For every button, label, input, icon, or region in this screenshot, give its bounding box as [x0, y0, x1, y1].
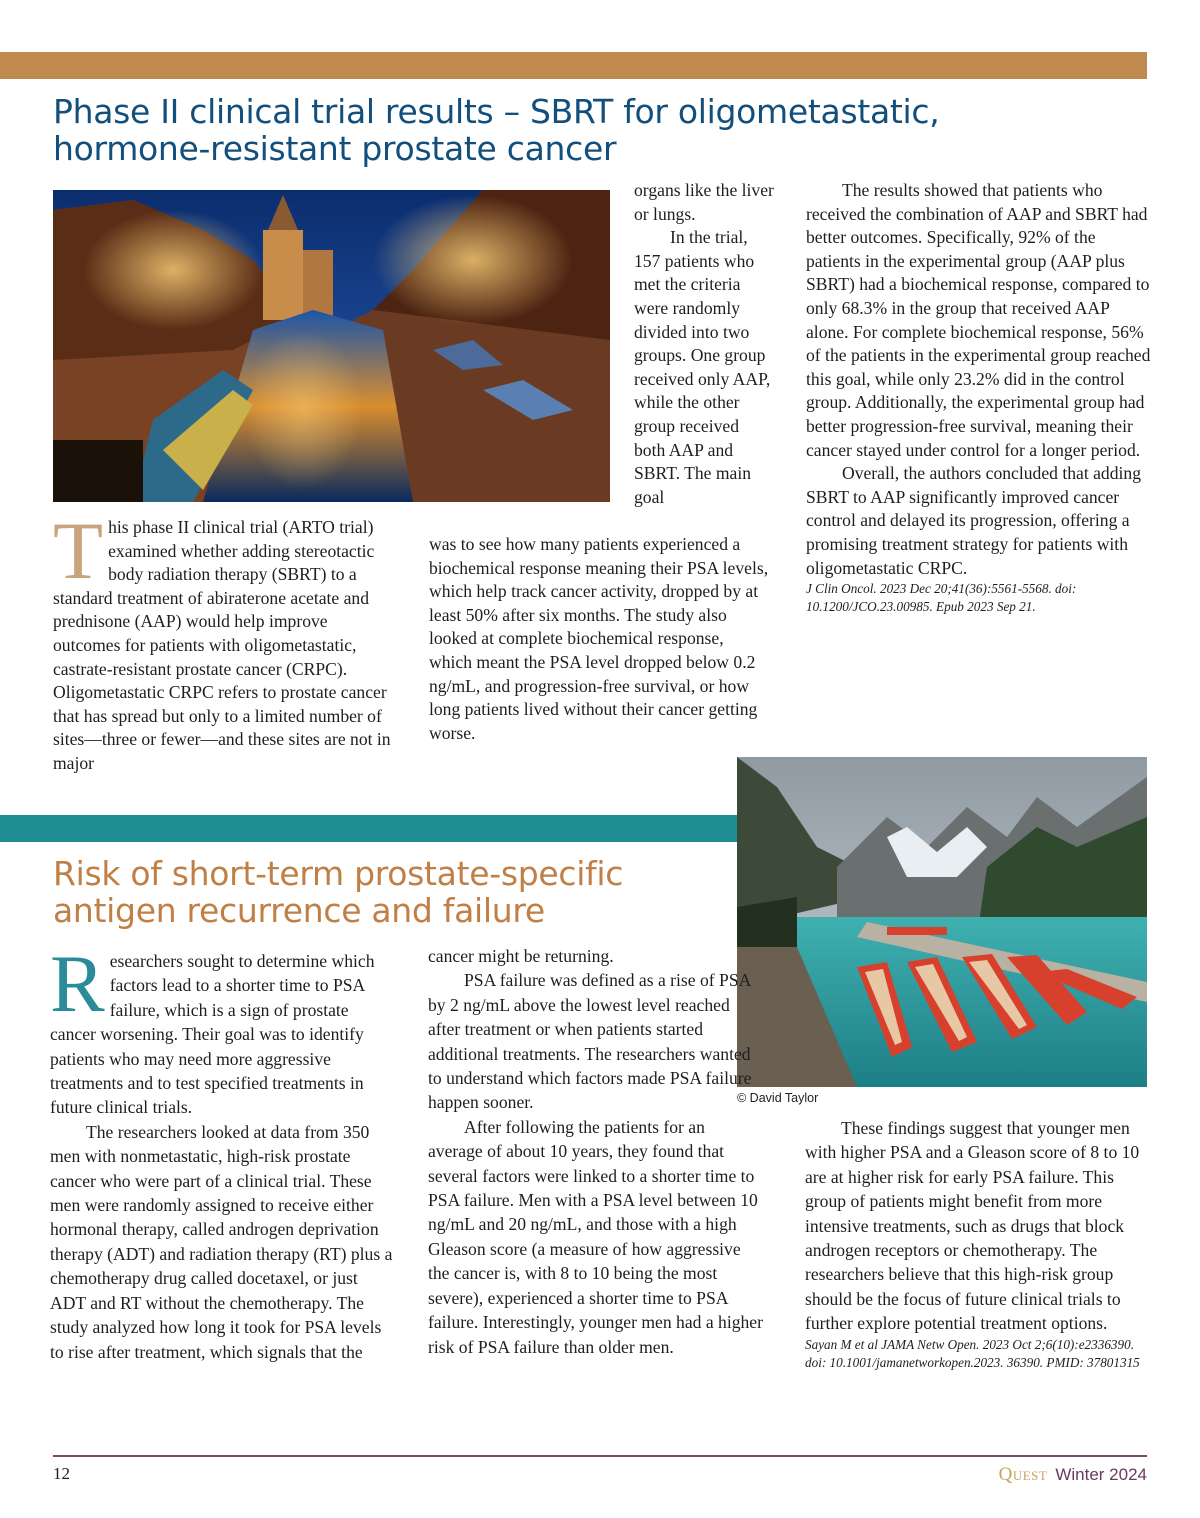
article-1-conclusion-para: Overall, the authors concluded that adding SBRT to AAP significantly improved cancer control and delayed its progression, offering a promising treatment strategy for patients with oligometastatic CRPC. [806, 463, 1141, 578]
article-1-column-2-narrow [634, 179, 774, 509]
article-2-intro-text: esearchers sought to determine which factors lead to a shorter time to PSA failure, which is a sign of prostate cancer worsening. Their goal was to identify patients who may need more aggressive treatments and to test specified treatments in future clinical trials. [50, 951, 375, 1118]
lake-canoes-photo [737, 757, 1147, 1087]
article-1-intro-text: his phase II clinical trial (ARTO trial) examined whether adding stereotactic body radiation therapy (SBRT) to a standard treatment of abiraterone acetate and prednisone (AAP) would help improve outcomes for patients with oligometastatic, castrate-resistant prostate cancer (CRPC). Oligometastatic CRPC refers to prostate cancer that has spread but only to a limited number of sites—three or fewer—and these sites are not in major [53, 517, 391, 773]
article-2-citation: Sayan M et al JAMA Netw Open. 2023 Oct 2;6(10):e2336390. doi: 10.1001/jamanetworkopen.2023. 36390. PMID: 37801315 [805, 1336, 1140, 1370]
article-2-column-2 [428, 944, 763, 1359]
article-1-citation: J Clin Oncol. 2023 Dec 20;41(36):5561-5568. doi: 10.1200/JCO.23.00985. Epub 2023 Sep 21. [806, 581, 1077, 615]
article-2-column-1 [50, 938, 395, 1364]
dropcap-r: R [50, 938, 105, 1029]
magazine-name: Quest [998, 1464, 1048, 1485]
page-number: 12 [53, 1464, 70, 1483]
article-2-data-para: The researchers looked at data from 350 men with nonmetastatic, high-risk prostate cancer who were part of a clinical trial. These men were randomly assigned to receive either hormonal therapy, called androgen deprivation therapy (ADT) and radiation therapy (RT) plus a chemotherapy drug called docetaxel, or just ADT and RT without the chemotherapy. The study analyzed how long it took for PSA levels to rise after treatment, which signals that the [50, 1121, 393, 1362]
article-2-column-3 [805, 1116, 1150, 1372]
top-accent-bar [0, 52, 1147, 79]
article-2-findings-para: After following the patients for an average of about 10 years, they found that several factors were linked to a shorter time to PSA failure. Men with a PSA level between 10 ng/mL and 20 ng/mL, and those with a high Gleason score (a measure of how aggressive the cancer is, with 8 to 10 being the most severe), experienced a shorter time to PSA failure. Interestingly, younger men had a higher risk of PSA failure than older men. [428, 1116, 763, 1357]
dropcap-t: T [53, 505, 104, 596]
footer-masthead [999, 1464, 1147, 1486]
article-1-col2-para-a: organs like the liver or lungs. [634, 180, 774, 224]
issue-label: Winter 2024 [1055, 1465, 1147, 1484]
canal-night-photo [53, 190, 610, 502]
footer-rule [53, 1455, 1147, 1457]
article-1-column-1 [53, 505, 398, 776]
article-2-title: Risk of short-term prostate-specific antigen recurrence and failure [53, 854, 624, 930]
article-1-results-para: The results showed that patients who received the combination of AAP and SBRT had better outcomes. Specifically, 92% of the patients in the experimental group (AAP plus SBRT) had a biochemical response, compared to only 68.3% in the group that received AAP alone. For complete biochemical response, 56% of the patients in the experimental group reached this goal, while only 23.2% did in the control group. Additionally, the experimental group had better progression-free survival, meaning their cancer stayed under control for a longer period. [806, 180, 1151, 460]
article-1-column-2-wide [429, 533, 769, 745]
article-2-conclusion-para: These findings suggest that younger men with higher PSA and a Gleason score of 8 to 10 are at higher risk for early PSA failure. This group of patients might benefit from more intensive treatments, such as drugs that block androgen receptors or chemotherapy. The researchers believe that this high-risk group should be the focus of future clinical trials to further explore potential treatment options. [805, 1118, 1140, 1334]
article-1-col2-para-b: In the trial, 157 patients who met the criteria were randomly divided into two groups. One group received only AAP, while the other group received both AAP and SBRT. The main goal [634, 227, 771, 507]
photo-credit: © David Taylor [737, 1091, 819, 1105]
article-1-col2-para-c: was to see how many patients experienced a biochemical response meaning their PSA levels, which help track cancer activity, dropped by at least 50% after six months. The study also looked at complete biochemical response, which meant the PSA level dropped below 0.2 ng/mL, and progression-free survival, or how long patients lived without their cancer getting worse. [429, 534, 769, 743]
article-2-col2-para-0: cancer might be returning. [428, 946, 614, 966]
article-2-definition-para: PSA failure was defined as a rise of PSA by 2 ng/mL above the lowest level reached after treatment or when patients started additional treatments. The researchers wanted to understand which factors made PSA failure happen sooner. [428, 970, 752, 1113]
article-1-title: Phase II clinical trial results – SBRT for oligometastatic, hormone-resistant prostate cancer [53, 92, 940, 168]
section-divider-bar [0, 815, 740, 842]
article-1-column-3 [806, 179, 1151, 616]
